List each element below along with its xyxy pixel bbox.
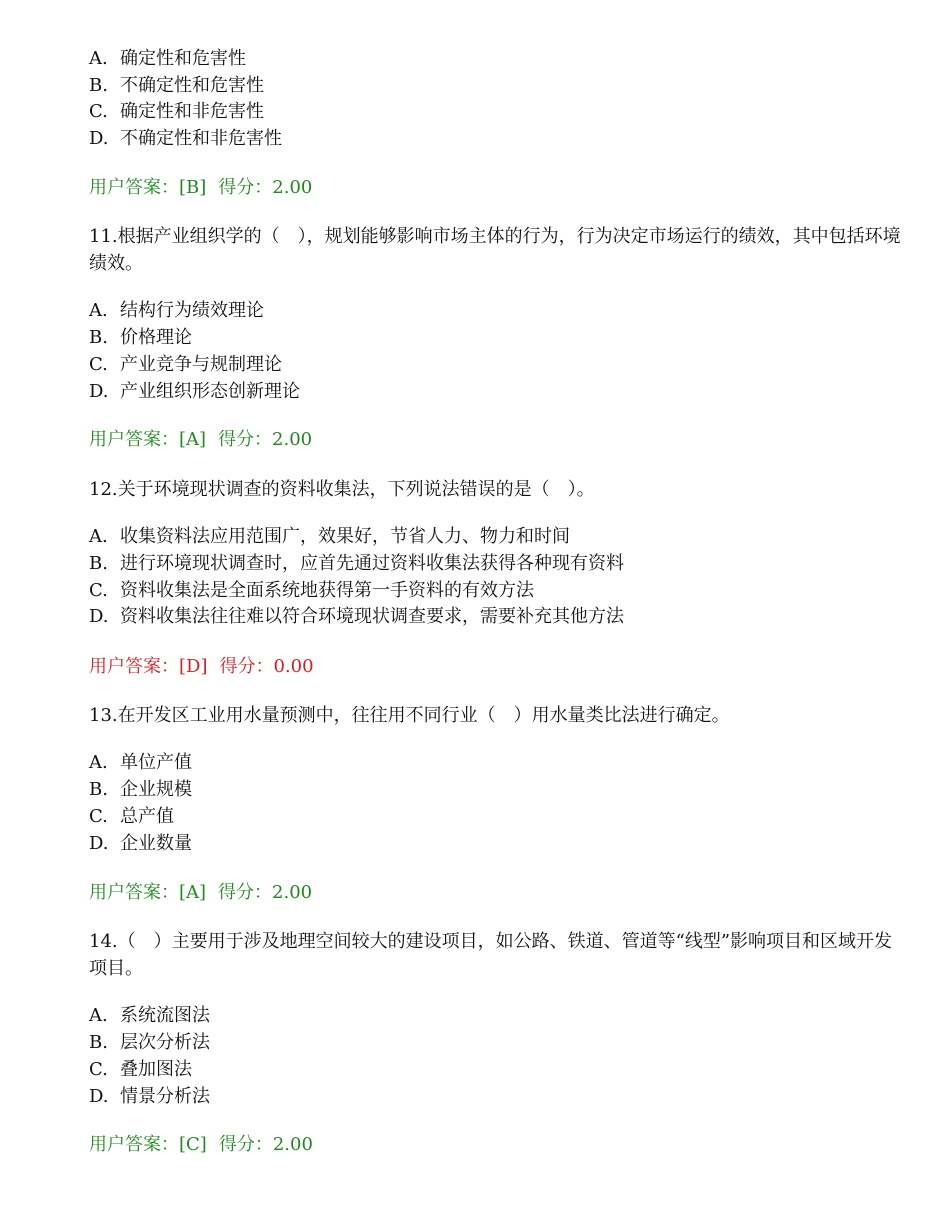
option-b: B. 不确定性和危害性 [89,75,264,96]
user-answer: 用户答案：[D] 得分：0.00 [89,656,314,677]
option-a: A. 系统流图法 [89,1005,210,1026]
score: 得分：2.00 [218,1134,313,1155]
option-a: A. 收集资料法应用范围广，效果好，节省人力、物力和时间 [89,526,570,547]
option-c: C. 总产值 [89,806,174,827]
score: 得分：2.00 [218,177,313,198]
option-a: A. 单位产值 [89,752,192,773]
score: 得分：2.00 [218,429,313,450]
question-12-text: 12.关于环境现状调查的资料收集法，下列说法错误的是（ ）。 [89,479,595,500]
question-11-text: 11.根据产业组织学的（ ），规划能够影响市场主体的行为，行为决定市场运行的绩效，其中包括环境绩效。 [89,226,901,274]
user-answer: 用户答案：[A] 得分：2.00 [89,882,313,903]
option-d: D. 不确定性和非危害性 [89,128,282,149]
user-answer: 用户答案：[B] 得分：2.00 [89,177,313,198]
score: 得分：2.00 [218,882,313,903]
option-d: D. 资料收集法往往难以符合环境现状调查要求，需要补充其他方法 [89,606,624,627]
option-c: C. 产业竞争与规制理论 [89,354,282,375]
option-b: B. 企业规模 [89,779,192,800]
option-d: D. 情景分析法 [89,1086,210,1107]
option-b: B. 层次分析法 [89,1032,210,1053]
option-a: A. 结构行为绩效理论 [89,300,264,321]
option-a: A. 确定性和危害性 [89,48,246,69]
option-c: C. 资料收集法是全面系统地获得第一手资料的有效方法 [89,580,534,601]
question-14-text: 14.（ ）主要用于涉及地理空间较大的建设项目，如公路、铁道、管道等“线型”影响项目和区域开发项目。 [89,931,893,979]
option-c: C. 叠加图法 [89,1059,192,1080]
option-b: B. 价格理论 [89,327,192,348]
question-13-text: 13.在开发区工业用水量预测中，往往用不同行业（ ）用水量类比法进行确定。 [89,705,730,726]
user-answer: 用户答案：[C] 得分：2.00 [89,1134,313,1155]
option-c: C. 确定性和非危害性 [89,101,264,122]
option-d: D. 企业数量 [89,833,192,854]
user-answer: 用户答案：[A] 得分：2.00 [89,429,313,450]
option-d: D. 产业组织形态创新理论 [89,381,300,402]
score: 得分：0.00 [219,656,314,677]
option-b: B. 进行环境现状调查时，应首先通过资料收集法获得各种现有资料 [89,553,624,574]
